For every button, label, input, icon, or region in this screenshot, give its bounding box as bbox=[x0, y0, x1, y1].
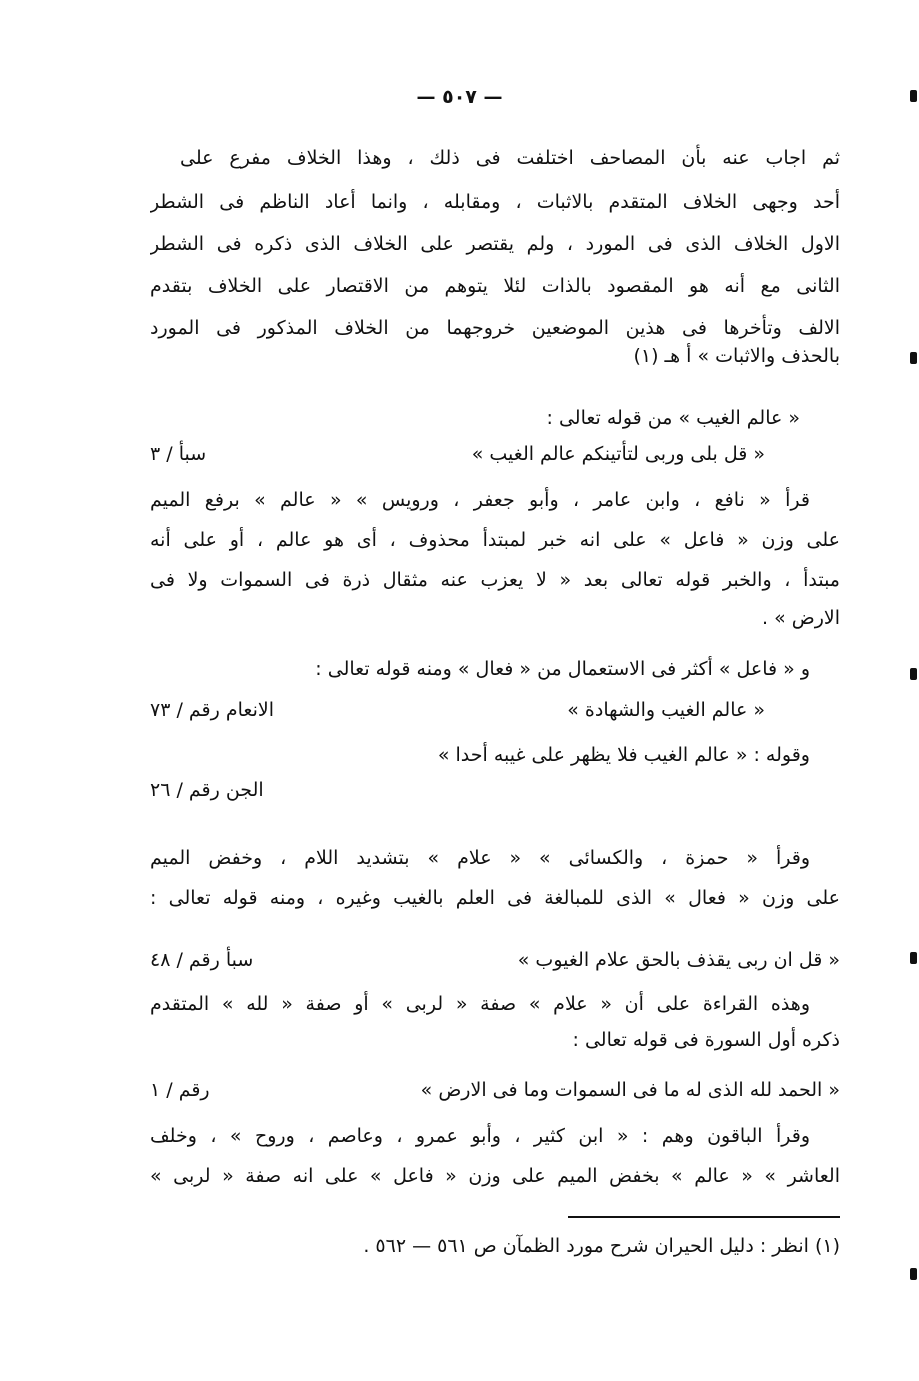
quran-quote: « قل بلى وربى لتأتينكم عالم الغيب » bbox=[471, 443, 765, 465]
text-line: بالحذف والاثبات » أ هـ (١) bbox=[633, 345, 840, 367]
text-line: وهذه القراءة على أن « علام » صفة « لربى » أو صفة « لله » المتقدم bbox=[150, 993, 810, 1015]
section-heading: « عالم الغيب » من قوله تعالى : bbox=[546, 407, 800, 429]
quran-quote: « قل ان ربى يقذف بالحق علام الغيوب » bbox=[517, 949, 840, 971]
text-line: العاشر » « عالم » بخفض الميم على وزن « فاعل » على انه صفة « لربى » bbox=[150, 1165, 840, 1187]
text-line: مبتدأ ، والخبر قوله تعالى بعد « لا يعزب عنه مثقال ذرة فى السموات ولا فى bbox=[150, 569, 840, 591]
text-line: وقرأ « حمزة ، والكسائى » « علام » بتشديد اللام ، وخفض الميم bbox=[150, 847, 810, 869]
text-line: وقوله : « عالم الغيب فلا يظهر على غيبه أحدا » bbox=[437, 744, 810, 766]
verse-reference: سبأ رقم / ٤٨ bbox=[150, 949, 254, 971]
scan-mark bbox=[910, 668, 917, 680]
quran-quote: « الحمد لله الذى له ما فى السموات وما فى الارض » bbox=[420, 1079, 840, 1101]
text-line: ثم اجاب عنه بأن المصاحف اختلفت فى ذلك ، وهذا الخلاف مفرع على bbox=[180, 147, 840, 169]
scan-mark bbox=[910, 952, 917, 964]
scan-mark bbox=[910, 90, 917, 102]
text-line: قرأ « نافع ، وابن عامر ، وأبو جعفر ، ورويس » « عالم » برفع الميم bbox=[150, 489, 810, 511]
text-line: الالف وتأخرها فى هذين الموضعين خروجهما من الخلاف المذكور فى المورد bbox=[150, 317, 840, 339]
text-line: على وزن « فاعل » على انه خبر لمبتدأ محذوف ، أى هو عالم ، أو على أنه bbox=[150, 529, 840, 551]
page-number: — ٥٠٧ — bbox=[416, 86, 503, 108]
verse-reference: سبأ / ٣ bbox=[150, 443, 207, 465]
verse-reference: رقم / ١ bbox=[150, 1079, 210, 1101]
text-line: و « فاعل » أكثر فى الاستعمال من « فعال » ومنه قوله تعالى : bbox=[315, 658, 810, 680]
text-line: الاول الخلاف الذى فى المورد ، ولم يقتصر على الخلاف الذى ذكره فى الشطر bbox=[150, 233, 840, 255]
quran-quote: « عالم الغيب والشهادة » bbox=[567, 699, 765, 721]
scan-mark bbox=[910, 1268, 917, 1280]
text-line: الثانى مع أنه هو المقصود بالذات لئلا يتوهم من الاقتصار على الخلاف بتقدم bbox=[150, 275, 840, 297]
verse-reference: الجن رقم / ٢٦ bbox=[150, 779, 264, 801]
text-line: الارض » . bbox=[761, 607, 840, 629]
footnote-divider bbox=[568, 1216, 840, 1218]
footnote: (١) انظر : دليل الحيران شرح مورد الظمآن ص ٥٦١ — ٥٦٢ . bbox=[363, 1235, 840, 1257]
text-line: على وزن « فعال » الذى للمبالغة فى العلم بالغيب وغيره ، ومنه قوله تعالى : bbox=[150, 887, 840, 909]
text-line: ذكره أول السورة فى قوله تعالى : bbox=[572, 1029, 840, 1051]
scan-mark bbox=[910, 352, 917, 364]
text-line: أحد وجهى الخلاف المتقدم بالاثبات ، ومقابله ، وانما أعاد الناظم فى الشطر bbox=[150, 191, 840, 213]
verse-reference: الانعام رقم / ٧٣ bbox=[150, 699, 274, 721]
text-line: وقرأ الباقون وهم : « ابن كثير ، وأبو عمرو ، وعاصم ، وروح » ، وخلف bbox=[150, 1125, 810, 1147]
